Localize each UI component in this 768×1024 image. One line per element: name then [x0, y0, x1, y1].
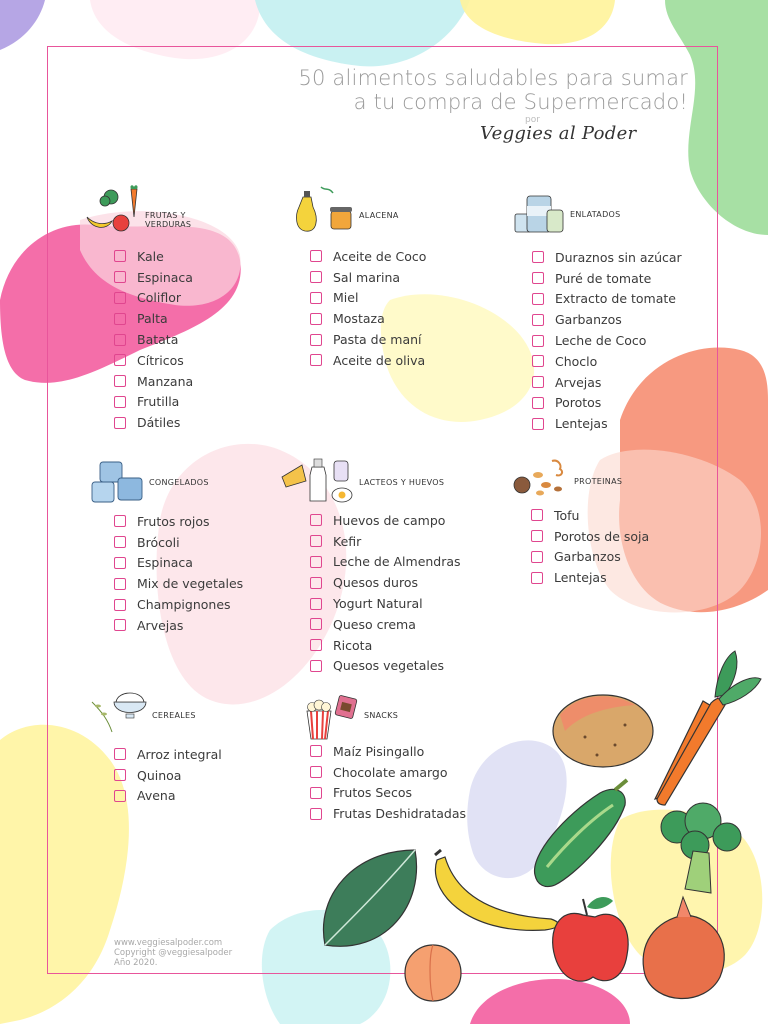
item-label: Porotos [555, 395, 602, 411]
item-label: Duraznos sin azúcar [555, 249, 682, 265]
checkbox[interactable] [114, 292, 126, 304]
item-label: Manzana [137, 373, 194, 389]
checkbox[interactable] [532, 397, 544, 409]
section-title: ENLATADOS [570, 210, 621, 219]
grain-bowl-icon [88, 684, 150, 734]
checklist [114, 511, 243, 636]
checkbox[interactable] [114, 536, 126, 548]
item-label: Aceite de Coco [333, 248, 427, 264]
checkbox[interactable] [310, 514, 322, 526]
list-item[interactable] [310, 552, 461, 573]
list-item[interactable] [114, 553, 243, 574]
list-item[interactable] [531, 567, 649, 588]
checkbox[interactable] [310, 271, 322, 283]
section-title: FRUTAS Y VERDURAS [145, 211, 192, 229]
website-link[interactable]: www.veggiesalpoder.com [114, 938, 223, 948]
item-label: Kale [137, 248, 164, 264]
section-header [88, 684, 222, 740]
item-label: Avena [137, 788, 176, 804]
checkbox[interactable] [310, 618, 322, 630]
footer [114, 938, 232, 968]
checkbox[interactable] [114, 578, 126, 590]
section-header [85, 185, 193, 229]
by-label: por [525, 115, 540, 125]
checkbox[interactable] [532, 376, 544, 388]
copyright-text: Copyright @veggiesalpoder [114, 948, 233, 958]
checkbox[interactable] [114, 417, 126, 429]
checkbox[interactable] [310, 250, 322, 262]
pantry-icon [293, 185, 355, 235]
checkbox[interactable] [532, 335, 544, 347]
section-title: SNACKS [364, 711, 399, 720]
section-header [512, 455, 649, 505]
section-header [303, 695, 466, 741]
section-header [90, 458, 243, 508]
list-item[interactable] [310, 308, 426, 329]
ice-cubes-icon [90, 458, 148, 506]
checklist [310, 246, 426, 371]
list-item[interactable] [310, 246, 426, 267]
potato-icon [553, 695, 653, 767]
canned-goods-icon [513, 192, 567, 236]
list-item[interactable] [310, 803, 466, 824]
checklist [532, 247, 682, 434]
item-label: Puré de tomate [555, 270, 652, 286]
item-label: Arvejas [555, 374, 602, 390]
list-item[interactable] [310, 329, 426, 350]
list-item[interactable] [532, 330, 682, 351]
item-label: Frutos rojos [137, 513, 210, 529]
checklist [310, 510, 461, 676]
checkbox[interactable] [532, 293, 544, 305]
item-label: Espinaca [137, 555, 193, 571]
checkbox[interactable] [114, 250, 126, 262]
dairy-eggs-icon [280, 455, 356, 505]
list-item[interactable] [114, 246, 193, 267]
section-lacteos-huevos [280, 455, 461, 676]
item-label: Espinaca [137, 269, 193, 285]
item-label: Tofu [554, 507, 580, 523]
peach-icon [405, 945, 461, 1001]
zucchini-icon [535, 780, 627, 887]
list-item[interactable] [310, 350, 426, 371]
item-label: Quinoa [137, 767, 182, 783]
list-item[interactable] [114, 744, 222, 765]
title-line-1: 50 alimentos saludables para sumar [298, 66, 688, 90]
title-line-2: a tu compra de Supermercado! [353, 90, 688, 114]
item-label: Lentejas [555, 416, 608, 432]
checklist [531, 505, 649, 588]
item-label: Mostaza [333, 311, 385, 327]
list-item[interactable] [310, 741, 466, 762]
checklist [310, 741, 466, 824]
section-frutas-verduras [85, 185, 193, 433]
onion-icon [643, 897, 724, 999]
list-item[interactable] [310, 783, 466, 804]
item-label: Huevos de campo [333, 512, 446, 528]
checkbox[interactable] [114, 557, 126, 569]
checkbox[interactable] [310, 313, 322, 325]
item-label: Maíz Pisingallo [333, 743, 425, 759]
list-item[interactable] [532, 372, 682, 393]
checkbox[interactable] [532, 418, 544, 430]
checkbox[interactable] [531, 530, 543, 542]
checkbox[interactable] [531, 509, 543, 521]
item-label: Garbanzos [554, 549, 621, 565]
list-item[interactable] [310, 614, 461, 635]
apple-icon [553, 897, 629, 981]
checkbox[interactable] [532, 251, 544, 263]
item-label: Extracto de tomate [555, 291, 676, 307]
list-item[interactable] [532, 393, 682, 414]
checkbox[interactable] [310, 292, 322, 304]
section-cereales [88, 684, 222, 806]
list-item[interactable] [114, 350, 193, 371]
item-label: Quesos vegetales [333, 658, 445, 674]
item-label: Ricota [333, 637, 373, 653]
section-title: CEREALES [152, 711, 196, 720]
checkbox[interactable] [532, 272, 544, 284]
list-item[interactable] [531, 547, 649, 568]
legumes-nuts-icon [512, 455, 572, 501]
checkbox[interactable] [310, 766, 322, 778]
checklist [114, 246, 193, 433]
broccoli-icon [661, 803, 741, 893]
carrot-icon [655, 651, 761, 805]
section-enlatados [513, 192, 682, 434]
section-alacena [293, 185, 426, 371]
checklist [114, 744, 222, 806]
list-item[interactable] [531, 526, 649, 547]
item-label: Garbanzos [555, 312, 622, 328]
item-label: Chocolate amargo [333, 764, 448, 780]
checkbox[interactable] [310, 556, 322, 568]
list-item[interactable] [310, 635, 461, 656]
list-item[interactable] [114, 532, 243, 553]
item-label: Choclo [555, 353, 598, 369]
list-item[interactable] [114, 573, 243, 594]
checkbox[interactable] [310, 577, 322, 589]
item-label: Lentejas [554, 570, 607, 586]
list-item[interactable] [114, 786, 222, 807]
item-label: Kefir [333, 533, 362, 549]
item-label: Miel [333, 290, 359, 306]
checkbox[interactable] [114, 313, 126, 325]
list-item[interactable] [310, 267, 426, 288]
checkbox[interactable] [310, 639, 322, 651]
item-label: Batata [137, 332, 179, 348]
list-item[interactable] [532, 351, 682, 372]
brand-logo: Veggies al Poder [480, 123, 637, 144]
checkbox[interactable] [114, 375, 126, 387]
item-label: Cítricos [137, 352, 184, 368]
item-label: Porotos de soja [554, 528, 650, 544]
list-item[interactable] [114, 267, 193, 288]
list-item[interactable] [114, 615, 243, 636]
section-header [513, 192, 682, 232]
item-label: Frutos Secos [333, 785, 413, 801]
list-item[interactable] [532, 247, 682, 268]
checkbox[interactable] [114, 334, 126, 346]
item-label: Coliflor [137, 290, 181, 306]
checkbox[interactable] [532, 355, 544, 367]
checkbox[interactable] [114, 599, 126, 611]
list-item[interactable] [114, 511, 243, 532]
list-item[interactable] [310, 510, 461, 531]
checkbox[interactable] [310, 745, 322, 757]
list-item[interactable] [114, 371, 193, 392]
section-header [293, 185, 426, 229]
checkbox[interactable] [114, 271, 126, 283]
checkbox[interactable] [114, 515, 126, 527]
item-label: Sal marina [333, 269, 401, 285]
checkbox[interactable] [531, 572, 543, 584]
item-label: Pasta de maní [333, 332, 422, 348]
checkbox[interactable] [310, 334, 322, 346]
item-label: Yogurt Natural [333, 596, 423, 612]
list-item[interactable] [114, 765, 222, 786]
checkbox[interactable] [531, 551, 543, 563]
checkbox[interactable] [310, 787, 322, 799]
list-item[interactable] [310, 572, 461, 593]
item-label: Arroz integral [137, 746, 222, 762]
year-text: Año 2020. [114, 958, 158, 968]
list-item[interactable] [532, 309, 682, 330]
checkbox[interactable] [310, 598, 322, 610]
checkbox[interactable] [310, 354, 322, 366]
list-item[interactable] [310, 593, 461, 614]
checkbox[interactable] [114, 619, 126, 631]
list-item[interactable] [114, 392, 193, 413]
list-item[interactable] [531, 505, 649, 526]
item-label: Frutas Deshidratadas [333, 806, 467, 822]
item-label: Leche de Almendras [333, 554, 461, 570]
section-title: ALACENA [359, 211, 399, 220]
item-label: Champignones [137, 597, 231, 613]
list-item[interactable] [114, 594, 243, 615]
item-label: Brócoli [137, 534, 180, 550]
checkbox[interactable] [310, 808, 322, 820]
section-title: CONGELADOS [149, 478, 209, 487]
list-item[interactable] [114, 288, 193, 309]
item-label: Mix de vegetales [137, 576, 244, 592]
list-item[interactable] [310, 288, 426, 309]
item-label: Frutilla [137, 394, 180, 410]
section-congelados [90, 458, 243, 636]
page-title [298, 66, 688, 114]
checkbox[interactable] [310, 535, 322, 547]
item-label: Palta [137, 311, 168, 327]
section-header [280, 455, 461, 508]
list-item[interactable] [532, 289, 682, 310]
list-item[interactable] [114, 329, 193, 350]
popcorn-chocolate-icon [303, 695, 363, 741]
item-label: Dátiles [137, 415, 181, 431]
checkbox[interactable] [310, 660, 322, 672]
item-label: Arvejas [137, 617, 184, 633]
item-label: Leche de Coco [555, 333, 647, 349]
section-title: LACTEOS Y HUEVOS [359, 478, 445, 487]
leaf-icon [323, 850, 416, 946]
list-item[interactable] [114, 412, 193, 433]
checkbox[interactable] [114, 769, 126, 781]
checkbox[interactable] [114, 354, 126, 366]
checkbox[interactable] [532, 314, 544, 326]
list-item[interactable] [310, 656, 461, 677]
checkbox[interactable] [114, 748, 126, 760]
section-snacks [303, 695, 466, 824]
list-item[interactable] [114, 308, 193, 329]
list-item[interactable] [532, 268, 682, 289]
item-label: Quesos duros [333, 575, 418, 591]
list-item[interactable] [310, 531, 461, 552]
list-item[interactable] [532, 413, 682, 434]
checkbox[interactable] [114, 790, 126, 802]
section-title: PROTEINAS [574, 477, 623, 486]
section-proteinas [512, 455, 649, 588]
checkbox[interactable] [114, 396, 126, 408]
list-item[interactable] [310, 762, 466, 783]
item-label: Queso crema [333, 616, 416, 632]
fruits-vegetables-icon [85, 185, 145, 235]
item-label: Aceite de oliva [333, 352, 426, 368]
